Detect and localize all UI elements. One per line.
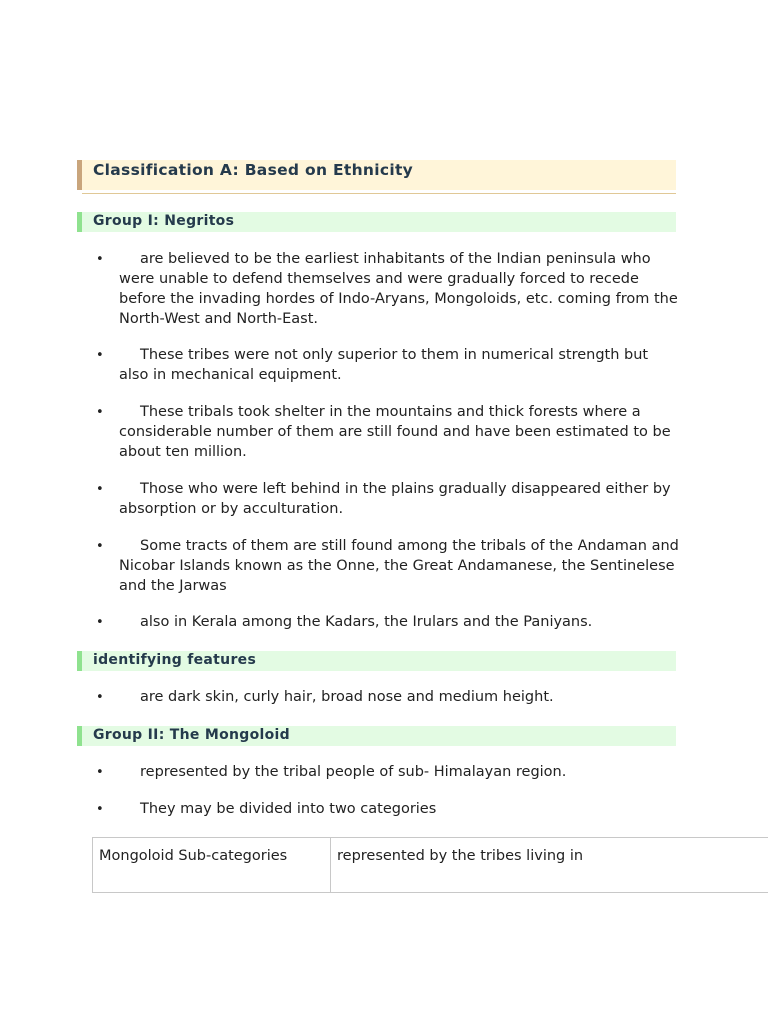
- bullet-marker: •: [96, 802, 104, 817]
- subheading-group-negritos: [77, 212, 676, 232]
- section-title: Classification A: Based on Ethnicity: [93, 161, 414, 179]
- subheading-text: identifying features: [93, 652, 257, 668]
- bullet-marker: •: [96, 765, 104, 780]
- bullet-marker: •: [96, 252, 104, 267]
- bullet-marker: •: [96, 482, 104, 497]
- subheading-text: Group II: The Mongoloid: [93, 727, 290, 743]
- list-item: They may be divided into two categories: [140, 801, 437, 817]
- table-cell: represented by the tribes living in: [331, 838, 768, 893]
- list-item: These tribals took shelter in the mountains and thick forests where a considerable number of them are still found and have been estimated to be about ten million.: [119, 404, 671, 460]
- list-item: Those who were left behind in the plains gradually disappeared either by absorption or by acculturation.: [119, 481, 671, 517]
- bullet-marker: •: [96, 539, 104, 554]
- bullet-marker: •: [96, 690, 104, 705]
- bullet-marker: •: [96, 348, 104, 363]
- table-cell: Mongoloid Sub-categories: [93, 838, 331, 893]
- list-item: also in Kerala among the Kadars, the Irulars and the Paniyans.: [140, 614, 593, 630]
- list-item: These tribes were not only superior to them in numerical strength but also in mechanical equipment.: [119, 347, 649, 383]
- list-item: are believed to be the earliest inhabitants of the Indian peninsula who were unable to defend themselves and were gradually forced to recede before the invading hordes of Indo-Aryans, Mongoloids, etc. coming from the North-West and North-East.: [119, 251, 678, 327]
- list-item: represented by the tribal people of sub- Himalayan region.: [140, 764, 567, 780]
- list-item: are dark skin, curly hair, broad nose and medium height.: [140, 689, 554, 705]
- list-item: Some tracts of them are still found among the tribals of the Andaman and Nicobar Islands known as the Onne, the Great Andamanese, the Sentinelese and the Jarwas: [119, 538, 679, 594]
- mongoloid-table: [92, 837, 768, 893]
- subheading-group-mongoloid: [77, 726, 676, 746]
- subheading-identifying-features: [77, 651, 676, 671]
- bullet-marker: •: [96, 405, 104, 420]
- subheading-text: Group I: Negritos: [93, 213, 235, 229]
- bullet-marker: •: [96, 615, 104, 630]
- table-row: [93, 838, 768, 893]
- section-title-banner: [77, 160, 676, 190]
